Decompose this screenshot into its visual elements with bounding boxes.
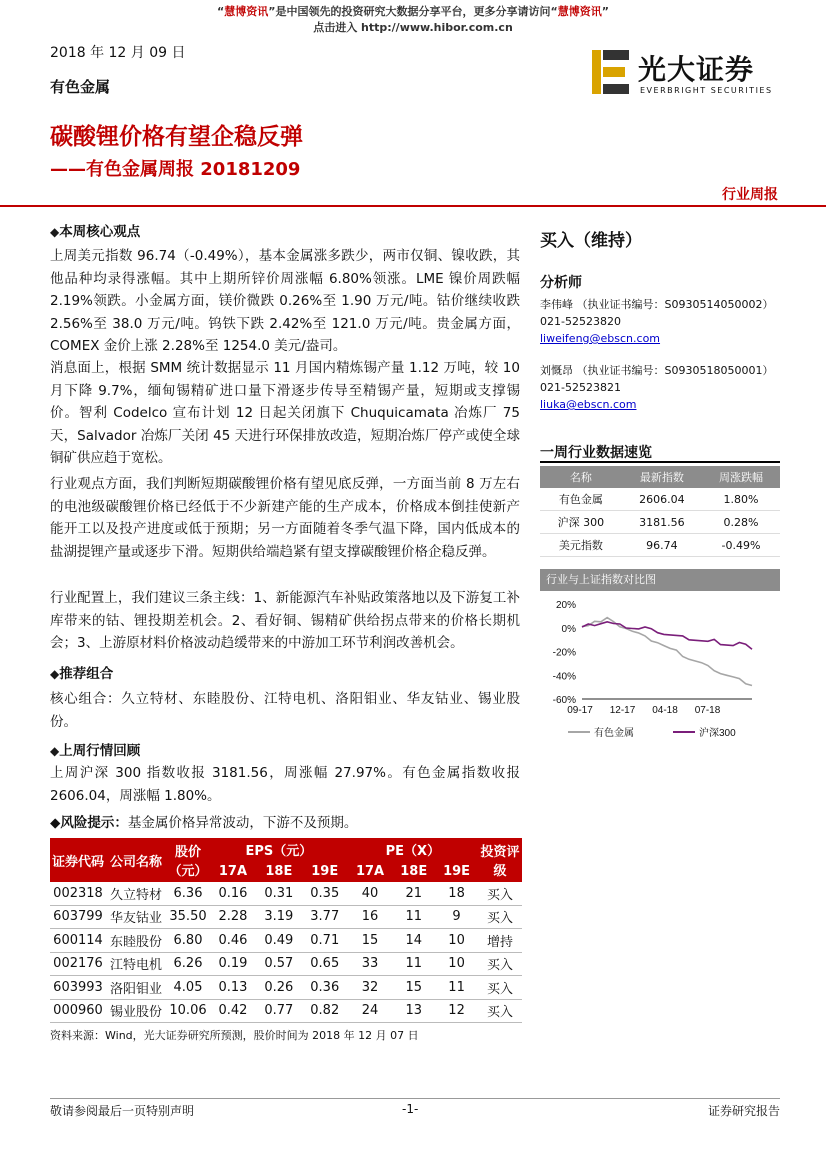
table-cell: 6.80 [166,929,210,953]
table-cell: 40 [348,882,393,905]
report-date: 2018 年 12 月 09 日 [50,45,186,61]
weekly-row [540,488,780,511]
table-cell: 0.57 [256,952,302,976]
paragraph-view: 行业观点方面，我们判断短期碳酸锂价格有望见底反弹，一方面当前 8 万左右的电池级碳酸锂价格已经低于不少新建产能的生产成本，价格成本倒挂使新产能开工以及投产进度或低于预期；另一方面随着冬季气温下降，国内低成本的盐湖提锂产量或逐步下滑。短期供给端趋紧有望支撑碳酸锂价格企稳反弹。 [50,476,520,560]
y-tick-label: -20% [552,647,576,659]
table-cell: 久立特材 [106,882,166,905]
table-row [50,952,522,976]
section-core-heading: ◆本周核心观点 [50,224,141,240]
table-cell: 12 [435,999,478,1023]
weekly-cell: 96.74 [622,534,702,557]
table-cell: 买入 [478,882,522,905]
table-cell: 4.05 [166,976,210,1000]
table-cell: 14 [392,929,435,953]
table-cell: 0.35 [302,882,348,905]
table-cell: 10.06 [166,999,210,1023]
table-cell: 10 [435,929,478,953]
table-cell: 603993 [50,976,106,1000]
table-cell: 0.42 [210,999,256,1023]
logo-text-cn: 光大证券 [638,53,755,86]
table-cell: 21 [392,882,435,905]
table-row [50,976,522,1000]
th-code: 证券代码 [50,838,106,882]
table-cell: 0.26 [256,976,302,1000]
th-company: 公司名称 [106,838,166,882]
th-year: 19E [435,860,478,882]
table-cell: 华友钴业 [106,905,166,929]
analyst-2: 刘慨昂 （执业证书编号：S0930518050001） 021-52523821 liuka@ebscn.com [540,362,780,413]
table-cell: 002318 [50,882,106,905]
weekly-cell: 0.28% [702,511,780,534]
analyst-1: 李伟峰 （执业证书编号：S0930514050002） 021-52523820 liweifeng@ebscn.com [540,296,780,347]
weekly-cell: 美元指数 [540,534,622,557]
rating: 买入（维持） [540,231,642,251]
table-cell: 买入 [478,952,522,976]
table-cell: 江特电机 [106,952,166,976]
page-title: 碳酸锂价格有望企稳反弹 [50,124,303,150]
stock-table [50,838,522,1023]
table-cell: 18 [435,882,478,905]
weekly-cell: 沪深 300 [540,511,622,534]
weekly-cell: 3181.56 [622,511,702,534]
industry-name: 有色金属 [50,78,111,96]
table-cell: 24 [348,999,393,1023]
review-text: 上周沪深 300 指数收报 3181.56，周涨幅 27.97%。有色金属指数收报 2606.04，周涨幅 1.80%。 [50,765,520,804]
table-cell: 3.77 [302,905,348,929]
table-cell: 10 [435,952,478,976]
table-cell: 0.71 [302,929,348,953]
table-cell: 603799 [50,905,106,929]
th-year: 19E [302,860,348,882]
table-cell: 0.36 [302,976,348,1000]
th-year: 18E [256,860,302,882]
y-tick-label: 0% [561,623,576,635]
table-cell: 6.26 [166,952,210,976]
footer-disclaimer: 敬请参阅最后一页特别声明 [50,1104,195,1118]
chart-title: 行业与上证指数对比图 [540,569,780,591]
table-cell: 11 [392,905,435,929]
table-cell: 锡业股份 [106,999,166,1023]
paragraph-market: 上周美元指数 96.74（-0.49%），基本金属涨多跌少，两市仅铜、镍收跌，其他品种均录得涨幅。其中上期所锌价周涨幅 6.80%领涨。LME 镍价周跌幅 2.19%领跌。小金属方面，镁价微跌 0.26%至 1.90 万元/吨。钴价继续收跌 2.56%至 38.0 万元/吨。钨铁下跌 2.42%至 121.0 万元/吨。贵金属方面，COMEX 金价上涨 2.28%至 1254.0 美元/盎司。 [50,248,520,354]
y-tick-label: -40% [552,671,576,683]
x-tick-label: 07-18 [694,705,721,716]
table-source: 资料来源：Wind，光大证券研究所预测，股价时间为 2018 年 12 月 07 日 [50,1029,419,1042]
th-pe: PE（X） [348,838,478,860]
weekly-cell: 1.80% [702,488,780,511]
weekly-table-wrap [540,466,780,557]
table-cell: 0.77 [256,999,302,1023]
banner-link[interactable]: 点击进入 http://www.hibor.com.cn [313,21,513,34]
table-row [50,999,522,1023]
table-cell: 6.36 [166,882,210,905]
table-cell: 买入 [478,905,522,929]
x-tick-label: 04-18 [652,705,678,716]
weekly-th: 最新指数 [622,466,702,488]
weekly-th: 周涨跌幅 [702,466,780,488]
th-year: 17A [348,860,393,882]
page-subtitle: ——有色金属周报 20181209 [50,159,301,180]
section-portfolio-heading: ◆推荐组合 [50,666,114,682]
banner-brand: 慧博资讯 [224,5,269,18]
header-divider [0,205,826,207]
section-review-heading: ◆上周行情回顾 [50,743,141,759]
y-tick-label: -60% [552,695,576,706]
series-line-0 [582,618,752,686]
weekly-row [540,534,780,557]
comparison-chart [540,594,780,744]
weekly-cell: 2606.04 [622,488,702,511]
th-year: 18E [392,860,435,882]
legend-label: 有色金属 [594,728,634,739]
series-line-1 [582,622,752,650]
table-cell: 0.82 [302,999,348,1023]
x-tick-label: 12-17 [609,705,636,716]
table-cell: 买入 [478,976,522,1000]
table-cell: 000960 [50,999,106,1023]
table-cell: 11 [392,952,435,976]
table-cell: 16 [348,905,393,929]
table-row [50,929,522,953]
x-tick-label: 09-17 [567,705,593,716]
diamond-icon: ◆ [50,225,60,239]
paragraph-allocation: 行业配置上，我们建议三条主线：1、新能源汽车补贴政策落地以及下游复工补库带来的钴、锂投期差机会。2、看好铜、锡精矿供给拐点带来的价格长期机会；3、上游原材料价格波动趋缓带来的中游加工环节利润改善机会。 [50,590,520,651]
table-cell: 32 [348,976,393,1000]
weekly-table [540,466,780,557]
table-cell: 洛阳钼业 [106,976,166,1000]
table-cell: 0.19 [210,952,256,976]
y-tick-label: 20% [555,600,576,611]
table-row [50,905,522,929]
table-row [50,882,522,905]
footer-right: 证券研究报告 [707,1104,780,1118]
top-banner: “慧博资讯”是中国领先的投资研究大数据分享平台，更多分享请访问“慧博资讯” 点击进入 http://www.hibor.com.cn [0,4,826,36]
paragraph-news: 消息面上，根据 SMM 统计数据显示 11 月国内精炼锡产量 1.12 万吨，较 10 月下降 9.7%，缅甸锡精矿进口量下滑逐步传导至精锡产量，短期或支撑锡价。智利 Codelco 宣布计划 12 日起关闭旗下 Chuquicamata 冶炼厂 75 天，Salvador 冶炼厂关闭 45 天进行环保排放改造，短期冶炼厂停产或使全球铜矿供应趋于宽松。 [50,360,520,466]
footer-divider [50,1098,780,1099]
report-type: 行业周报 [722,187,778,203]
th-eps: EPS（元） [210,838,348,860]
table-cell: 9 [435,905,478,929]
analyst-email-link[interactable]: liuka@ebscn.com [540,398,637,411]
table-cell: 15 [392,976,435,1000]
table-cell: 002176 [50,952,106,976]
table-cell: 0.46 [210,929,256,953]
th-year: 17A [210,860,256,882]
analyst-email-link[interactable]: liweifeng@ebscn.com [540,332,661,345]
weekly-row [540,511,780,534]
table-cell: 0.49 [256,929,302,953]
table-cell: 0.31 [256,882,302,905]
table-cell: 13 [392,999,435,1023]
weekly-cell: -0.49% [702,534,780,557]
portfolio-text: 核心组合：久立特材、东睦股份、江特电机、洛阳钼业、华友钴业、锡业股份。 [50,691,520,730]
table-cell: 0.13 [210,976,256,1000]
table-cell: 0.16 [210,882,256,905]
table-cell: 买入 [478,999,522,1023]
diamond-icon: ◆ [50,667,60,681]
logo-text-en: EVERBRIGHT SECURITIES [640,86,773,95]
th-rating: 投资评级 [478,838,522,882]
page-number: -1- [402,1102,419,1116]
table-cell: 600114 [50,929,106,953]
table-cell: 东睦股份 [106,929,166,953]
table-cell: 3.19 [256,905,302,929]
weekly-cell: 有色金属 [540,488,622,511]
weekly-divider [540,461,780,463]
everbright-logo-icon [592,50,632,94]
table-cell: 11 [435,976,478,1000]
risk-line: ◆风险提示：基金属价格异常波动，下游不及预期。 [50,815,358,831]
th-price: 股价（元） [166,838,210,882]
table-cell: 2.28 [210,905,256,929]
legend-label: 沪深300 [699,728,736,739]
diamond-icon: ◆ [50,744,60,758]
table-cell: 15 [348,929,393,953]
table-cell: 35.50 [166,905,210,929]
diamond-icon: ◆ [50,815,61,831]
table-cell: 0.65 [302,952,348,976]
stock-table-wrap [50,838,522,1043]
weekly-heading: 一周行业数据速览 [540,445,652,461]
weekly-th: 名称 [540,466,622,488]
table-cell: 33 [348,952,393,976]
table-cell: 增持 [478,929,522,953]
analyst-heading: 分析师 [540,275,582,291]
